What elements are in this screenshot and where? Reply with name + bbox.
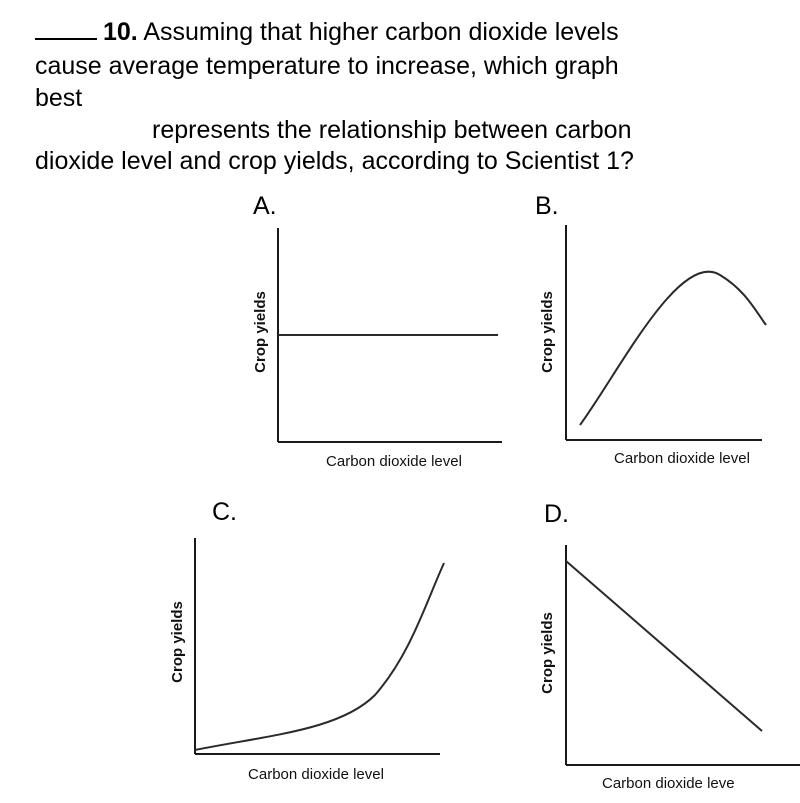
option-b-graph: [530, 220, 800, 480]
option-c-y-axis-label: Crop yields: [169, 601, 186, 683]
question-line-5: dioxide level and crop yields, according to Scientist 1?: [35, 147, 634, 175]
option-d-label: D.: [544, 500, 569, 528]
option-a-x-axis-label: Carbon dioxide level: [326, 453, 462, 470]
option-b-curve: [580, 272, 766, 425]
question-line-3: best: [35, 84, 83, 112]
question-line-4: represents the relationship between carbon: [152, 116, 632, 144]
option-c-label: C.: [212, 498, 237, 526]
option-c-x-axis-label: Carbon dioxide level: [248, 766, 384, 783]
option-c-graph: [160, 530, 460, 790]
option-b-y-axis-label: Crop yields: [539, 291, 556, 373]
option-a-graph: [240, 220, 510, 480]
option-c-curve: [195, 563, 444, 750]
question-text-1: Assuming that higher carbon dioxide levels: [143, 18, 619, 46]
question-number: 10.: [103, 18, 138, 46]
option-a-y-axis-label: Crop yields: [252, 291, 269, 373]
option-d-graph: [530, 535, 800, 803]
question-line-1: [35, 16, 619, 47]
option-b-label: B.: [535, 192, 559, 220]
option-d-curve: [566, 561, 762, 731]
option-d-y-axis-label: Crop yields: [539, 612, 556, 694]
answer-blank: [35, 16, 97, 40]
question-line-2: cause average temperature to increase, which graph: [35, 52, 619, 80]
option-a-label: A.: [253, 192, 277, 220]
option-d-x-axis-label: Carbon dioxide leve: [602, 775, 735, 792]
option-b-x-axis-label: Carbon dioxide level: [614, 450, 750, 467]
